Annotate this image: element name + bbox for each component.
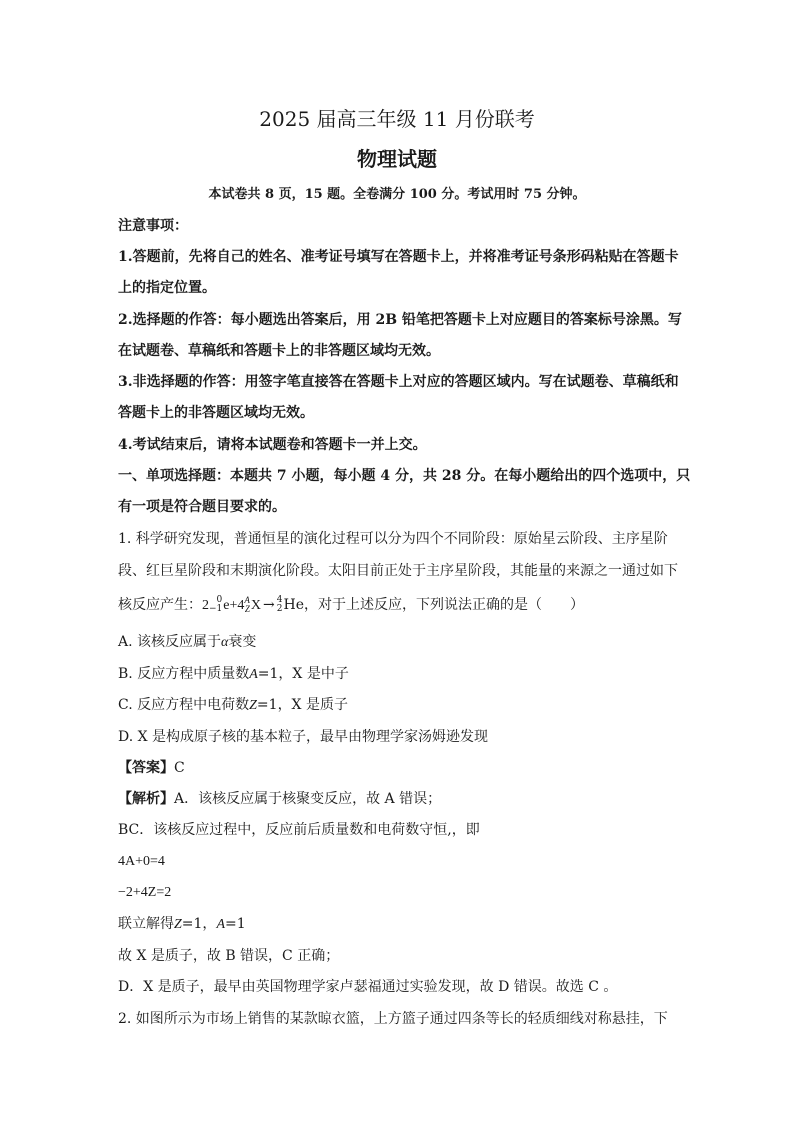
exam-subtitle: 物理试题 <box>357 147 437 171</box>
q1-answer: 【答案】C <box>118 760 185 776</box>
q1-conclusion: 故 X 是质子，故 B 错误，C 正确； <box>118 948 340 964</box>
section-heading-cont: 有一项是符合题目要求的。 <box>118 499 286 515</box>
exam-info: 本试卷共 8 页，15 题。全卷满分 100 分。考试用时 75 分钟。 <box>208 187 586 202</box>
section-heading: 一、单项选择题：本题共 7 小题，每小题 4 分，共 28 分。在每小题给出的四个选项中，只 <box>118 468 691 484</box>
note-line: 2.选择题的作答：每小题选出答案后，用 2B 铅笔把答题卡上对应题目的答案标号涂黑。写 <box>118 312 682 328</box>
q1-option-b: B. 反应方程中质量数A=1，X 是中子 <box>118 666 349 682</box>
note-line: 在试题卷、草稿纸和答题卡上的非答题区域均无效。 <box>118 343 440 359</box>
q1-stem-line: 段、红巨星阶段和末期演化阶段。太阳目前正处于主序星阶段，其能量的来源之一通过如下 <box>118 563 678 579</box>
notes-heading: 注意事项： <box>118 218 188 234</box>
q1-stem-equation-line: 核反应产生：2 0 −1 e+4 A Z X → 4 2 He，对于上述反应，下列说法正确的是（ ） <box>118 595 584 614</box>
q1-solution: 联立解得Z=1，A=1 <box>118 916 246 932</box>
q1-analysis-a: 【解析】A．该核反应属于核聚变反应，故 A 错误； <box>118 791 442 807</box>
reaction-arrow: → <box>263 597 275 613</box>
note-line: 3.非选择题的作答：用签字笔直接答在答题卡上对应的答题区域内。写在试题卷、草稿纸和 <box>118 374 679 390</box>
q2-stem-line: 2. 如图所示为市场上销售的某款晾衣篮，上方篮子通过四条等长的轻质细线对称悬挂，下 <box>118 1011 668 1027</box>
x-indices: A Z <box>244 595 250 614</box>
electron-indices: 0 −1 <box>209 595 223 614</box>
q1-option-c: C. 反应方程中电荷数Z=1，X 是质子 <box>118 697 348 713</box>
q1-option-a: A. 该核反应属于α衰变 <box>118 634 257 650</box>
note-line: 上的指定位置。 <box>118 280 216 296</box>
q1-analysis-bc: BC．该核反应过程中，反应前后质量数和电荷数守恒,，即 <box>118 822 480 838</box>
note-line: 1.答题前，先将自己的姓名、准考证号填写在答题卡上，并将准考证号条形码粘贴在答题卡 <box>118 249 679 265</box>
q1-option-d: D. X 是构成原子核的基本粒子，最早由物理学家汤姆逊发现 <box>118 729 489 745</box>
q1-stem-line: 1. 科学研究发现，普通恒星的演化过程可以分为四个不同阶段：原始星云阶段、主序星阶 <box>118 531 668 547</box>
exam-title: 2025 届高三年级 11 月份联考 <box>259 107 535 131</box>
q1-equation-2: −2+4Z=2 <box>118 885 172 900</box>
q1-equation-1: 4A+0=4 <box>118 854 165 869</box>
helium-indices: 4 2 <box>276 595 283 614</box>
note-line: 答题卡上的非答题区域均无效。 <box>118 405 314 421</box>
note-line: 4.考试结束后，请将本试题卷和答题卡一并上交。 <box>118 437 427 453</box>
q1-analysis-d: D．X 是质子，最早由英国物理学家卢瑟福通过实验发现，故 D 错误。故选 C 。 <box>118 979 618 995</box>
